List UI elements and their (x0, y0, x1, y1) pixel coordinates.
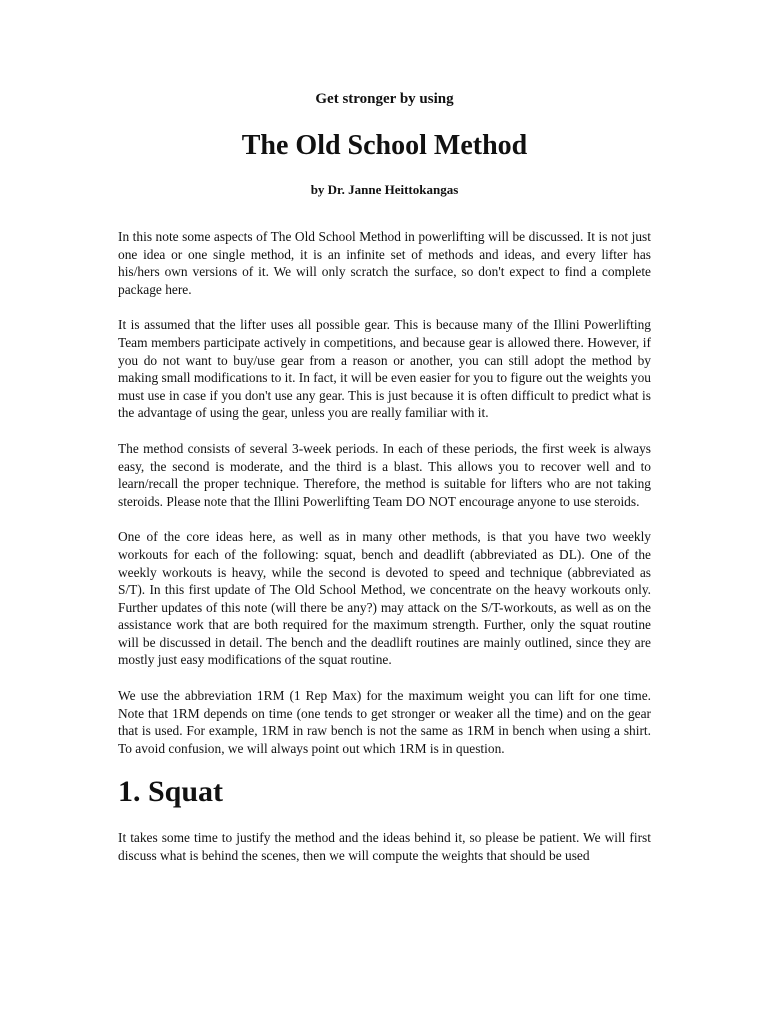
paragraph-periods: The method consists of several 3-week periods. In each of these periods, the first week is always easy, the second is moderate, and the third is a blast. This allows you to recover well and to learn/recall the proper technique. Therefore, the method is suitable for lifters who are not taking steroids. Please note that the Illini Powerlifting Team DO NOT encourage anyone to use steroids. (118, 440, 651, 509)
document-pre-title: Get stronger by using (315, 91, 454, 107)
paragraph-squat-intro: It takes some time to justify the method and the ideas behind it, so please be patient. We will first discuss what is behind the scenes, then we will compute the weights that should be used (118, 830, 651, 864)
document-author: by Dr. Janne Heittokangas (310, 182, 459, 197)
document-title: The Old School Method (241, 130, 528, 161)
section-heading-squat: 1. Squat (118, 775, 224, 809)
document-body (118, 228, 651, 865)
document-content (118, 90, 651, 883)
paragraph-core-ideas: One of the core ideas here, as well as in many other methods, is that you have two weekly workouts for each of the following: squat, bench and deadlift (abbreviated as DL). One of the weekly workouts is heavy, while the second is devoted to speed and technique (abbreviated as S/T). In this first update of The Old School Method, we concentrate on the heavy workouts only. Further updates of this note (will there be any?) may attack on the S/T-workouts, as well as on the assistance work that are both required for the maximum strength. Further, only the squat routine will be discussed in detail. The bench and the deadlift routines are mainly outlined, since they are mostly just easy modifications of the squat routine. (118, 529, 651, 668)
paragraph-gear: It is assumed that the lifter uses all possible gear. This is because many of the Illini Powerlifting Team members participate actively in competitions, and because gear is allowed there. However, if you do not want to buy/use gear from a reason or another, you can still adopt the method by making small modifications to it. In fact, it will be even easier for you to figure out the weights you must use in case if you don't use any gear. This is just because it is often difficult to predict what is the advantage of using the gear, unless you are really familiar with it. (118, 317, 651, 421)
paragraph-1rm: We use the abbreviation 1RM (1 Rep Max) for the maximum weight you can lift for one time. Note that 1RM depends on time (one tends to get stronger or weaker all the time) and on the gear that is used. For example, 1RM in raw bench is not the same as 1RM in bench when using a shirt. To avoid confusion, we will always point out which 1RM is in question. (118, 688, 651, 756)
paragraph-intro: In this note some aspects of The Old School Method in powerlifting will be discussed. It is not just one idea or one single method, it is an infinite set of methods and ideas, and every lifter has his/hers own versions of it. We will only scratch the surface, so don't expect to find a complete package here. (118, 229, 651, 297)
